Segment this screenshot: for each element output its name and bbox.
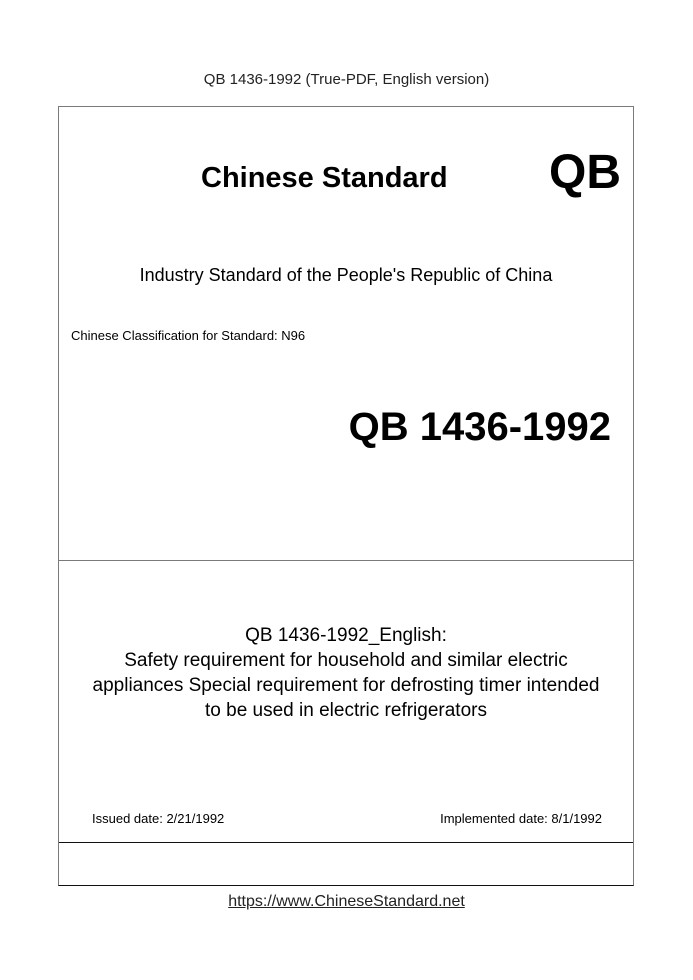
implemented-date: Implemented date: 8/1/1992 (440, 811, 602, 826)
standard-number: QB 1436-1992 (348, 405, 611, 449)
cover-frame (58, 106, 634, 886)
document-header: QB 1436-1992 (True-PDF, English version) (203, 71, 490, 88)
issued-date: Issued date: 2/21/1992 (92, 811, 225, 826)
standard-code: QB (549, 146, 621, 199)
cover-title: Chinese Standard (201, 162, 448, 194)
cover-top-section (59, 107, 633, 561)
industry-line: Industry Standard of the People's Republic of China (139, 265, 553, 285)
description-line: Safety requirement for household and similar electric (124, 650, 568, 671)
description-line: appliances Special requirement for defrosting timer intended (92, 675, 600, 696)
description-line: QB 1436-1992_English: (245, 625, 447, 646)
description-line: to be used in electric refrigerators (205, 700, 487, 721)
cover-description-section (59, 561, 633, 843)
website-link[interactable]: https://www.ChineseStandard.net (228, 893, 465, 910)
footer (0, 893, 693, 911)
standard-description (59, 623, 633, 723)
classification-line: Chinese Classification for Standard: N96 (71, 328, 306, 343)
